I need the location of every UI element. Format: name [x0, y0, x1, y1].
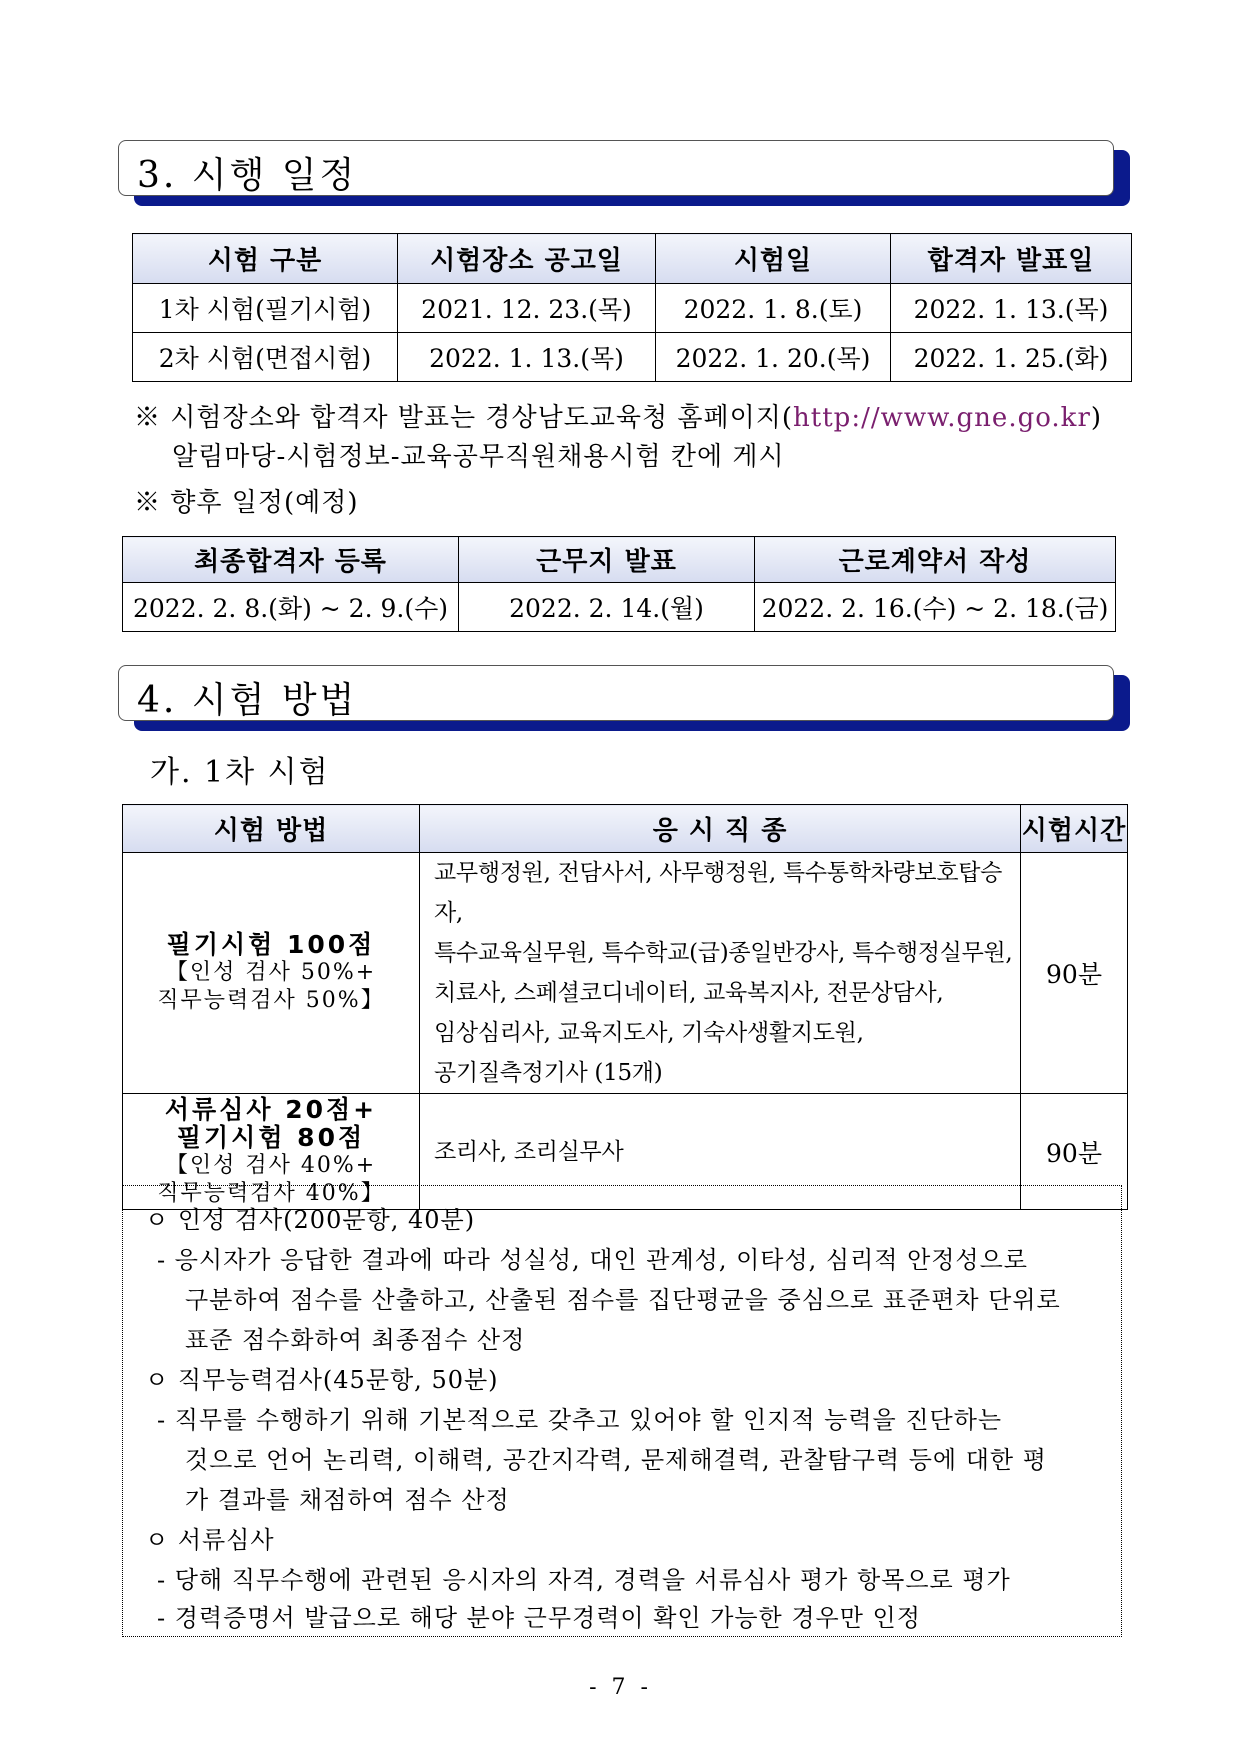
table-row [133, 284, 1132, 333]
bullet-item: ㅇ 직무능력검사(45문항, 50분) [145, 1366, 499, 1394]
job-line: 치료사, 스페셜코디네이터, 교육복지사, 전문상담사, [434, 980, 944, 1006]
detail-line: - 응시자가 응답한 결과에 따라 성실성, 대인 관계성, 이타성, 심리적 안정성으로 [157, 1246, 1028, 1274]
section-3-title: 3. 시행 일정 [137, 155, 358, 196]
schedule-header-cell: 시험장소 공고일 [398, 234, 656, 284]
detail-line: 가 결과를 채점하여 점수 산정 [185, 1486, 510, 1514]
future-header-cell: 근로계약서 작성 [755, 537, 1116, 583]
note-text: ) [1090, 403, 1103, 433]
method-header-cell: 응 시 직 종 [420, 805, 1021, 853]
homepage-link[interactable]: http://www.gne.go.kr [793, 403, 1091, 433]
job-line: 교무행정원, 전담사서, 사무행정원, 특수통학차량보호탑승자, [434, 860, 1003, 926]
header-box [118, 665, 1114, 721]
method-sub: 【인성 검사 40%+ [165, 1152, 377, 1178]
future-schedule-table [122, 536, 1116, 632]
method-header-row [123, 805, 1128, 853]
table-cell: 2022. 1. 25.(화) [891, 333, 1132, 382]
detail-line: 표준 점수화하여 최종점수 산정 [185, 1326, 526, 1354]
method-header-cell: 시험 방법 [123, 805, 420, 853]
method-main: 필기시험 80점 [176, 1122, 366, 1152]
method-table [122, 804, 1128, 1210]
table-cell: 2022. 1. 20.(목) [656, 333, 891, 382]
section-4-header [118, 665, 1130, 731]
jobs-cell [420, 853, 1021, 1094]
detail-line: - 당해 직무수행에 관련된 응시자의 자격, 경력을 서류심사 평가 항목으로 평가 [157, 1566, 1011, 1594]
table-cell: 2022. 1. 13.(목) [398, 333, 656, 382]
method-sub: 【인성 검사 50%+ [165, 960, 377, 985]
jobs-cell: 조리사, 조리실무사 [420, 1094, 1021, 1210]
schedule-header-row [133, 234, 1132, 284]
future-header-row [123, 537, 1116, 583]
table-cell: 2022. 2. 16.(수) ~ 2. 18.(금) [755, 583, 1116, 632]
details-box [122, 1185, 1122, 1637]
future-header-cell: 최종합격자 등록 [123, 537, 459, 583]
table-cell: 2022. 2. 8.(화) ~ 2. 9.(수) [123, 583, 459, 632]
schedule-table [132, 233, 1132, 382]
detail-line: 구분하여 점수를 산출하고, 산출된 점수를 집단평균을 중심으로 표준편차 단위로 [185, 1286, 1061, 1314]
method-sub: 직무능력검사 40%】 [157, 1180, 385, 1206]
method-main: 필기시험 100점 [166, 930, 376, 959]
table-row [123, 853, 1128, 1094]
bullet-item: ㅇ 서류심사 [145, 1526, 275, 1554]
page-number: - 7 - [589, 1675, 652, 1700]
subsection-title: 가. 1차 시험 [150, 755, 330, 790]
time-cell: 90분 [1021, 1094, 1128, 1210]
table-row [123, 583, 1116, 632]
detail-line: - 경력증명서 발급으로 해당 분야 근무경력이 확인 가능한 경우만 인정 [157, 1604, 921, 1632]
job-line: 특수교육실무원, 특수학교(급)종일반강사, 특수행정실무원, [434, 940, 1013, 966]
section-4-title: 4. 시험 방법 [137, 680, 358, 721]
header-box [118, 140, 1114, 196]
method-header-cell: 시험시간 [1021, 805, 1128, 853]
note-future-schedule: ※ 향후 일정(예정) [134, 488, 359, 518]
schedule-header-cell: 시험일 [656, 234, 891, 284]
method-cell [123, 853, 420, 1094]
table-cell: 2022. 2. 14.(월) [459, 583, 755, 632]
future-header-cell: 근무지 발표 [459, 537, 755, 583]
job-line: 공기질측정기사 (15개) [434, 1060, 663, 1086]
table-cell: 1차 시험(필기시험) [133, 284, 398, 333]
bullet-item: ㅇ 인성 검사(200문항, 40분) [145, 1206, 476, 1234]
table-cell: 2022. 1. 8.(토) [656, 284, 891, 333]
method-main: 서류심사 20점+ [164, 1094, 378, 1124]
section-3-header [118, 140, 1130, 206]
table-cell: 2021. 12. 23.(목) [398, 284, 656, 333]
job-line: 임상심리사, 교육지도사, 기숙사생활지도원, [434, 1020, 864, 1046]
method-sub: 직무능력검사 50%】 [157, 988, 385, 1013]
detail-line: 것으로 언어 논리력, 이해력, 공간지각력, 문제해결력, 관찰탐구력 등에 대한 평 [185, 1446, 1047, 1474]
detail-line: - 직무를 수행하기 위해 기본적으로 갖추고 있어야 할 인지적 능력을 진단하는 [157, 1406, 1003, 1434]
note-exam-location-line2: 알림마당-시험정보-교육공무직원채용시험 칸에 게시 [172, 442, 785, 472]
time-cell: 90분 [1021, 853, 1128, 1094]
table-row [133, 333, 1132, 382]
table-cell: 2022. 1. 13.(목) [891, 284, 1132, 333]
note-exam-location [134, 397, 1102, 434]
schedule-header-cell: 시험 구분 [133, 234, 398, 284]
note-text: ※ 시험장소와 합격자 발표는 경상남도교육청 홈페이지( [134, 403, 794, 433]
schedule-header-cell: 합격자 발표일 [891, 234, 1132, 284]
table-cell: 2차 시험(면접시험) [133, 333, 398, 382]
